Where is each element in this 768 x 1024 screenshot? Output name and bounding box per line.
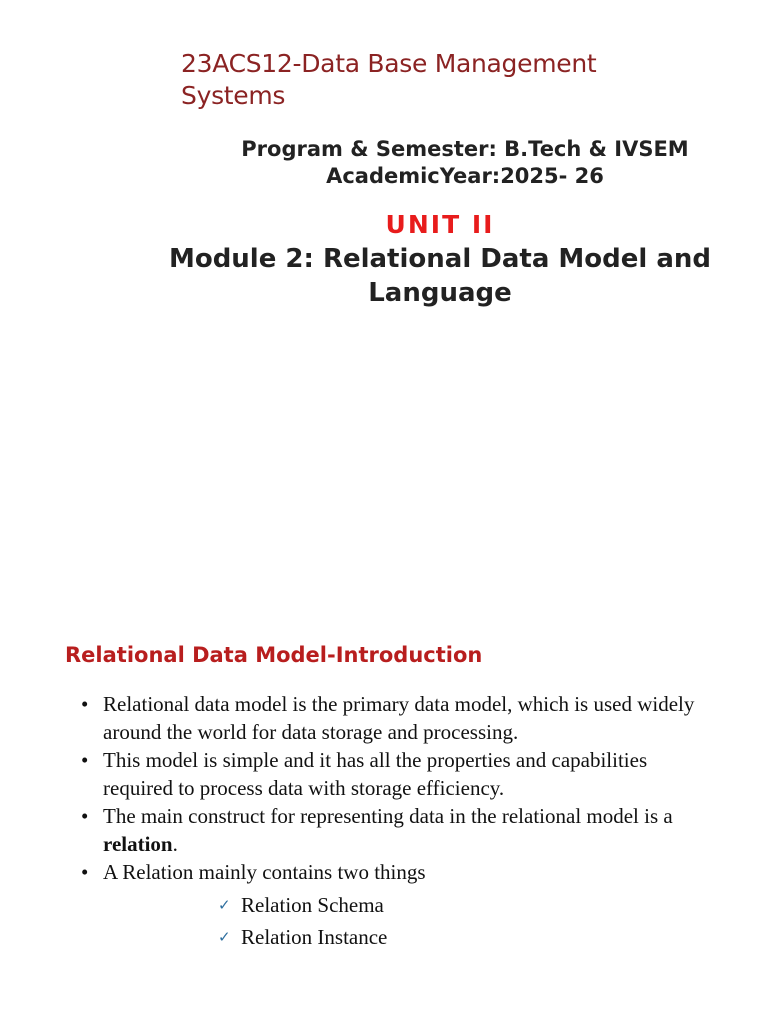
bullet-item	[80, 690, 710, 746]
check-item-text: Relation Instance	[241, 925, 388, 949]
bullet-text: The main construct for representing data in the relational model is a	[103, 804, 673, 828]
course-title: 23ACS12-Data Base Management Systems	[181, 49, 597, 110]
check-mark-icon: ✓	[218, 928, 231, 946]
bullet-item	[80, 858, 710, 886]
bullet-dot-icon: •	[81, 692, 89, 716]
bullet-dot-icon: •	[81, 748, 89, 772]
program-semester-line: Program & Semester: B.Tech & IVSEM	[241, 137, 689, 161]
check-item-text: Relation Schema	[241, 893, 384, 917]
check-item	[218, 921, 387, 953]
unit-label: UNIT II	[385, 210, 495, 239]
bullet-item	[80, 746, 710, 802]
section-heading: Relational Data Model-Introduction	[65, 643, 483, 667]
relation-components-list	[218, 889, 387, 953]
bullet-dot-icon: •	[81, 860, 89, 884]
bullet-item	[80, 802, 710, 858]
check-item	[218, 889, 387, 921]
bold-term: relation	[103, 832, 173, 856]
bullet-dot-icon: •	[81, 804, 89, 828]
bullet-list	[80, 690, 710, 886]
bullet-text: Relational data model is the primary data model, which is used widely around the world for data storage and processing.	[103, 692, 695, 744]
bullet-text-end: .	[172, 832, 178, 856]
academic-year-line: AcademicYear:2025- 26	[326, 164, 604, 188]
check-mark-icon: ✓	[218, 896, 231, 914]
program-info	[140, 136, 768, 190]
bullet-text: This model is simple and it has all the properties and capabilities required to process data with storage efficiency.	[103, 748, 648, 800]
bullet-text: A Relation mainly contains two things	[103, 860, 426, 884]
module-title: Module 2: Relational Data Model and Language	[168, 244, 712, 308]
